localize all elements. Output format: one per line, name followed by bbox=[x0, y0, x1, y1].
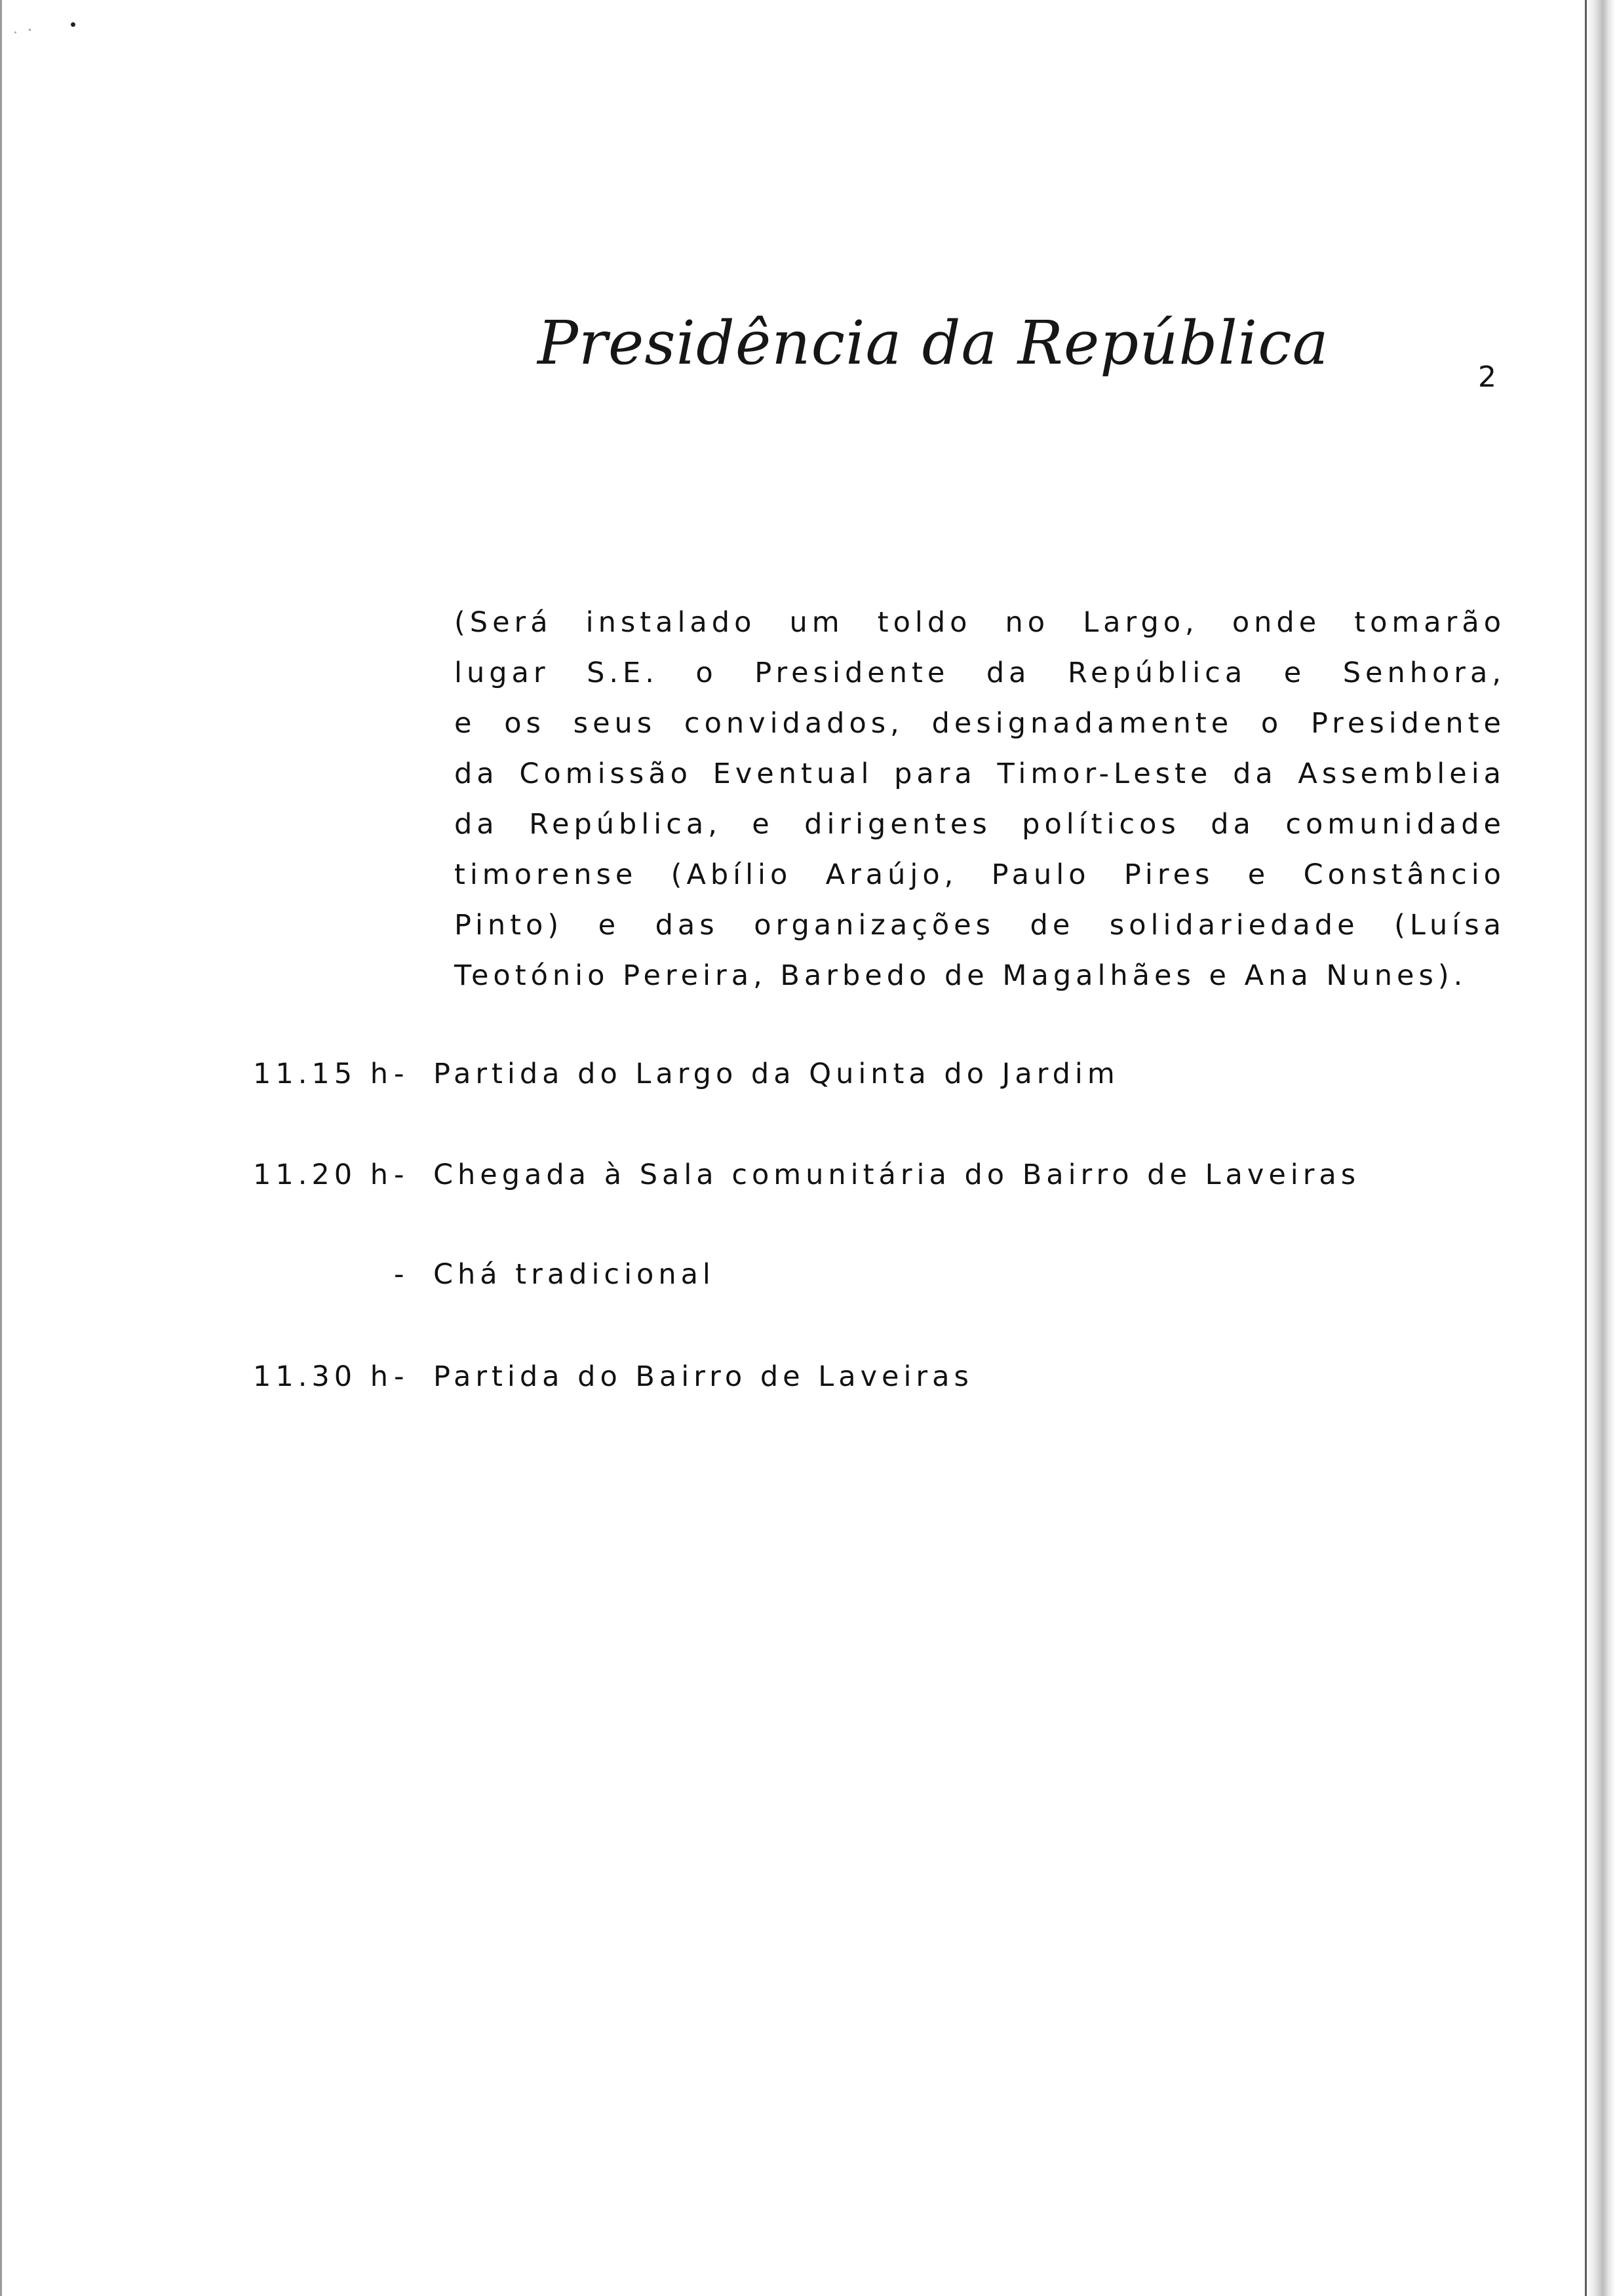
scan-speck bbox=[14, 31, 16, 33]
schedule-text: Chá tradicional bbox=[433, 1258, 715, 1291]
letterhead-title: Presidência da República bbox=[537, 308, 1329, 378]
paragraph-line: Teotónio Pereira, Barbedo de Magalhães e Ana Nunes). bbox=[454, 959, 1468, 992]
schedule-text: Partida do Bairro de Laveiras bbox=[433, 1360, 973, 1393]
schedule-item bbox=[253, 1258, 715, 1291]
scan-edge-right-line bbox=[1585, 0, 1587, 2296]
schedule-time: 11.20 h bbox=[253, 1158, 393, 1191]
schedule-dash: - bbox=[394, 1058, 409, 1090]
paragraph-line: Pinto) e das organizações de solidariedade (Luísa bbox=[454, 909, 1506, 942]
paragraph-line: da Comissão Eventual para Timor-Leste da Assembleia bbox=[454, 757, 1506, 790]
scan-speck bbox=[29, 29, 31, 31]
schedule-item bbox=[253, 1058, 1119, 1090]
schedule-dash: - bbox=[394, 1360, 409, 1393]
schedule-text: Partida do Largo da Quinta do Jardim bbox=[433, 1058, 1119, 1090]
schedule-time: 11.30 h bbox=[253, 1360, 393, 1393]
schedule-text: Chegada à Sala comunitária do Bairro de Laveiras bbox=[433, 1158, 1361, 1191]
paragraph-line: timorense (Abílio Araújo, Paulo Pires e Constâncio bbox=[454, 858, 1506, 891]
body-paragraph bbox=[454, 598, 1506, 1001]
schedule-dash: - bbox=[394, 1258, 409, 1291]
paragraph-line: lugar S.E. o Presidente da República e Senhora, bbox=[454, 657, 1506, 689]
paragraph-line: da República, e dirigentes políticos da comunidade bbox=[454, 808, 1506, 841]
paragraph-line: e os seus convidados, designadamente o Presidente bbox=[454, 707, 1506, 740]
scan-speck bbox=[71, 22, 75, 27]
schedule-dash: - bbox=[394, 1158, 409, 1191]
schedule-item bbox=[253, 1158, 1360, 1191]
paragraph-line: (Será instalado um toldo no Largo, onde tomarão bbox=[454, 606, 1506, 639]
scan-edge-left bbox=[0, 0, 2, 2296]
page-number: 2 bbox=[1478, 360, 1496, 394]
scan-edge-right bbox=[1585, 0, 1615, 2296]
schedule-time: 11.15 h bbox=[253, 1058, 393, 1090]
schedule-item bbox=[253, 1360, 973, 1393]
